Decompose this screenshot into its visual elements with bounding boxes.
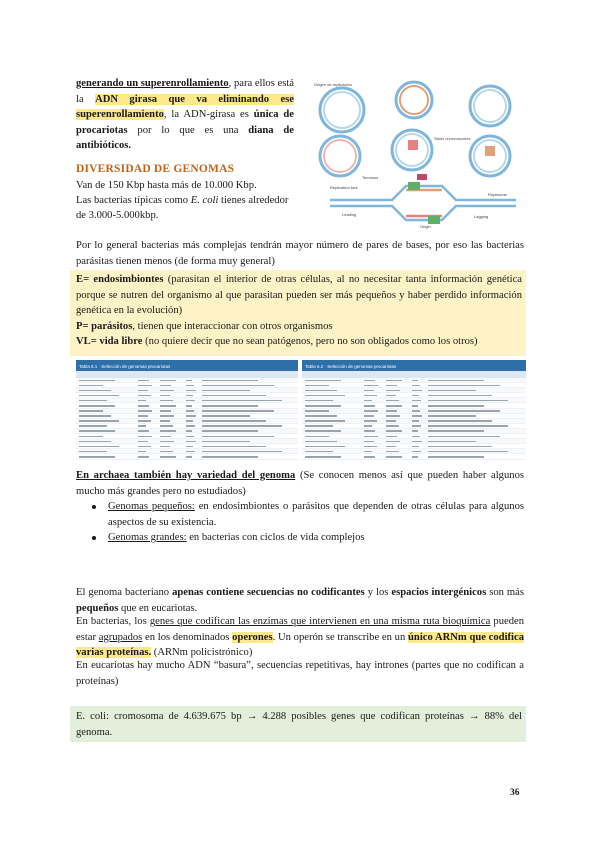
noncoding-paragraph: El genoma bacteriano apenas contiene secuencias no codificantes y los espacios intergénicos son más pequeños que en eucariotas. — [76, 587, 524, 614]
sister-label: Sister chromosomes — [434, 136, 471, 141]
svg-text:Terminus: Terminus — [362, 175, 379, 180]
replication-figure — [302, 78, 526, 230]
general-paragraph: Por lo general bacterias más complejas tendrán mayor número de pares de bases, por eso las bacterias parásitas tienen menos (de forma muy general) — [76, 240, 524, 267]
definition-endosimbiontes: E= endosimbiontes (parasitan el interior de otras células, al no necesitar tanta información genética porque se nutren del organismo al que parasitan pueden ser más pequeños y haber perdido información genética en la evolución) — [76, 274, 522, 317]
archaea-paragraph: En archaea también hay variedad del genoma (Se conocen menos así que pueden haber algunos mucho más grandes pero no estudiados) — [76, 470, 524, 497]
genome-table-1: Tabla 6.1 · Selección de genomas procariotas — [76, 360, 298, 462]
eukaryote-paragraph: En eucariotas hay mucho ADN “basura”, secuencias repetitivas, hay intrones (partes que no codifican a proteínas) — [76, 660, 524, 687]
origin-label: Origen de replicación — [314, 82, 352, 87]
chromosome-circle — [396, 82, 432, 118]
table-row — [302, 454, 526, 459]
chromosome-circle — [470, 86, 510, 126]
girasa-paragraph: generando un superenrollamiento, para ellos está la ADN girasa que va eliminando ese superenrollamiento, la ADN-girasa es única de procariotas por lo que es una diana de antibióticos. — [76, 78, 294, 152]
list-item: Genomas pequeños: en endosimbiontes o parásitos que dependen de otras células para algunos aspectos de su existencia. — [86, 499, 524, 530]
svg-text:Origin: Origin — [420, 224, 431, 229]
definitions-box — [70, 270, 526, 356]
page-number: 36 — [510, 788, 520, 798]
girasa-highlight: ADN girasa que va eliminando ese superenrollamiento — [76, 93, 294, 121]
fork-label: Replication fork — [330, 185, 358, 190]
diversity-heading: DIVERSIDAD DE GENOMAS — [76, 163, 235, 175]
genome-size-list — [86, 499, 524, 546]
chromosome-circle — [320, 136, 360, 176]
chromosome-circle — [320, 88, 364, 132]
genome-table-2: Tabla 6.2 · Selección de genomas procariotas — [302, 360, 526, 462]
superenrollamiento-text: generando un superenrollamiento — [76, 78, 229, 89]
diversity-text: Van de 150 Kbp hasta más de 10.000 Kbp. Las bacterias típicas como E. coli tienes alrededor de 3.000-5.000kbp. — [76, 180, 289, 221]
svg-text:Replisome: Replisome — [488, 192, 507, 197]
definition-parasitos: P= parásitos, tienen que interaccionar con otros organismos — [76, 320, 333, 332]
operon-paragraph: En bacterias, los genes que codifican las enzimas que intervienen en una misma ruta bioquímica pueden estar agrupados en los denominados operones. Un operón se transcribe en un único ARNm que codifica varias proteínas. (ARNm policistrónico) — [76, 616, 524, 659]
svg-text:Lagging: Lagging — [474, 214, 489, 219]
table-row — [76, 454, 298, 459]
definition-vida-libre: VL= vida libre (no quiere decir que no sean patógenos, pero no son obligados como los otros) — [76, 336, 478, 348]
svg-text:Leading: Leading — [342, 212, 357, 217]
ecoli-box: E. coli: cromosoma de 4.639.675 bp → 4.288 posibles genes que codifican proteínas → 88% del genoma. — [70, 706, 526, 742]
list-item: Genomas grandes: en bacterias con ciclos de vida complejos — [86, 530, 524, 546]
